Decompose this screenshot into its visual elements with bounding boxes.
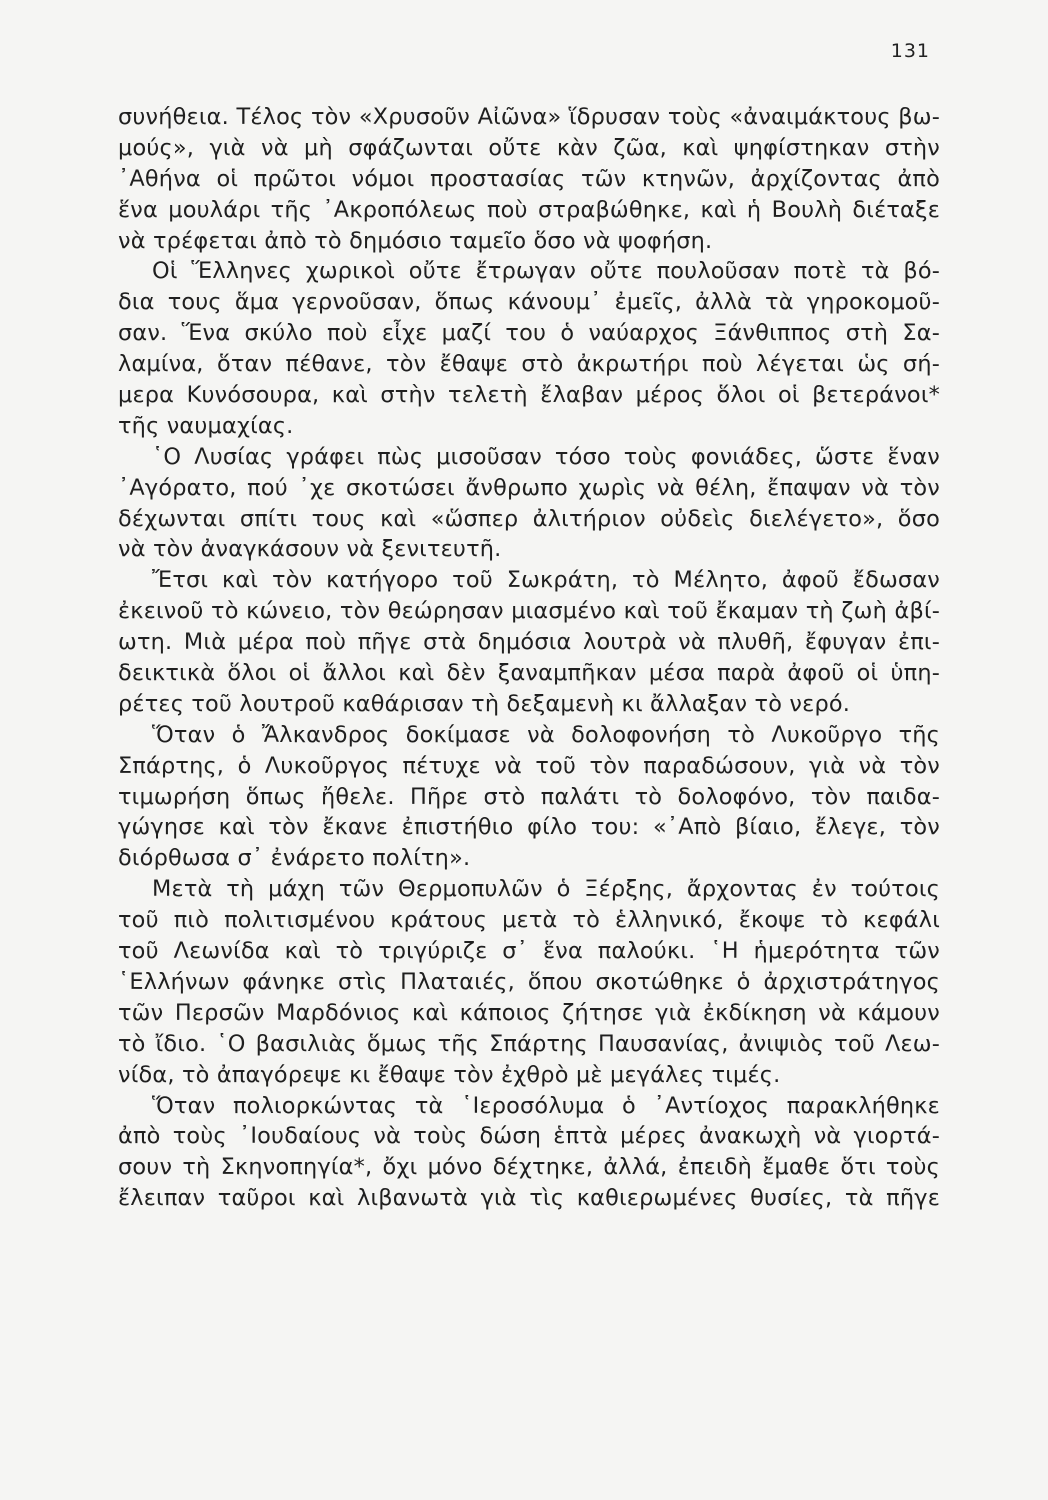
text-line: μερα Κυνόσουρα, καὶ στὴν τελετὴ ἔλαβαν μέρος ὅλοι οἱ βετεράνοι* [118, 382, 940, 409]
page-number: 131 [890, 40, 930, 62]
paragraph [118, 874, 940, 1090]
text-line: τῶν Περσῶν Μαρδόνιος καὶ κάποιος ζήτησε γιὰ ἐκδίκηση νὰ κάμουν [118, 999, 940, 1026]
text-line: νὰ τὸν ἀναγκάσουν νὰ ξενιτευτῆ. [118, 536, 502, 563]
text-line: συνήθεια. Τέλος τὸν «Χρυσοῦν Αἰῶνα» ἵδρυσαν τοὺς «ἀναιμάκτους βω- [118, 104, 940, 130]
text-line: Ἔτσι καὶ τὸν κατήγορο τοῦ Σωκράτη, τὸ Μέλητο, ἀφοῦ ἔδωσαν [152, 567, 940, 594]
text-line: τοῦ Λεωνίδα καὶ τὸ τριγύριζε σ᾿ ἕνα παλούκι. ῾Η ἡμερότητα τῶν [118, 938, 940, 965]
text-line: ἕνα μουλάρι τῆς ᾿Ακροπόλεως ποὺ στραβώθηκε, καὶ ἡ Βουλὴ διέταξε [118, 196, 940, 223]
text-line: ἀπὸ τοὺς ᾿Ιουδαίους νὰ τοὺς δώση ἑπτὰ μέρες ἀνακωχὴ νὰ γιορτά- [118, 1123, 940, 1150]
paragraph [118, 720, 940, 874]
text-line: δια τους ἅμα γερνοῦσαν, ὅπως κάνουμ᾿ ἐμεῖς, ἀλλὰ τὰ γηροκομοῦ- [118, 289, 940, 316]
text-line: διόρθωσα σ᾿ ἐνάρετο πολίτη». [118, 845, 471, 872]
text-line: ἐκεινοῦ τὸ κώνειο, τὸν θεώρησαν μιασμένο καὶ τοῦ ἔκαμαν τὴ ζωὴ ἀβί- [118, 598, 940, 625]
text-line: ῾Ο Λυσίας γράφει πὼς μισοῦσαν τόσο τοὺς φονιάδες, ὥστε ἕναν [152, 443, 940, 470]
text-line: Μετὰ τὴ μάχη τῶν Θερμοπυλῶν ὁ Ξέρξης, ἄρχοντας ἐν τούτοις [152, 876, 940, 903]
text-line: μούς», γιὰ νὰ μὴ σφάζωνται οὔτε κὰν ζῶα, καὶ ψηφίστηκαν στὴν [118, 134, 940, 161]
text-line: ῾Ελλήνων φάνηκε στὶς Πλαταιές, ὅπου σκοτώθηκε ὁ ἀρχιστράτηγος [118, 968, 940, 995]
text-line: Ὅταν ὁ Ἄλκανδρος δοκίμασε νὰ δολοφονήση τὸ Λυκοῦργο τῆς [152, 721, 940, 748]
text-line: δεικτικὰ ὅλοι οἱ ἄλλοι καὶ δὲν ξαναμπῆκαν μέσα παρὰ ἀφοῦ οἱ ὑπη- [118, 660, 940, 687]
text-line: Οἱ Ἕλληνες χωρικοὶ οὔτε ἔτρωγαν οὔτε πουλοῦσαν ποτὲ τὰ βό- [152, 258, 940, 285]
body-text [118, 102, 940, 1214]
text-line: νίδα, τὸ ἀπαγόρεψε κι ἔθαψε τὸν ἐχθρὸ μὲ μεγάλες τιμές. [118, 1061, 781, 1088]
text-line: Ὅταν πολιορκώντας τὰ ῾Ιεροσόλυμα ὁ ᾿Αντίοχος παρακλήθηκε [152, 1092, 940, 1119]
text-line: δέχωνται σπίτι τους καὶ «ὥσπερ ἀλιτήριον οὐδεὶς διελέγετο», ὅσο [118, 505, 940, 532]
text-line: σουν τὴ Σκηνοπηγία*, ὄχι μόνο δέχτηκε, ἀλλά, ἐπειδὴ ἔμαθε ὅτι τοὺς [118, 1154, 940, 1181]
text-line: τιμωρήση ὅπως ἤθελε. Πῆρε στὸ παλάτι τὸ δολοφόνο, τὸν παιδα- [118, 783, 940, 810]
text-line: ᾿Αγόρατο, πού ᾿χε σκοτώσει ἄνθρωπο χωρὶς νὰ θέλη, ἔπαψαν νὰ τὸν [118, 474, 940, 501]
text-line: Σπάρτης, ὁ Λυκοῦργος πέτυχε νὰ τοῦ τὸν παραδώσουν, γιὰ νὰ τὸν [118, 752, 940, 779]
text-line: τὸ ἴδιο. ῾Ο βασιλιὰς ὅμως τῆς Σπάρτης Παυσανίας, ἀνιψιὸς τοῦ Λεω- [118, 1030, 940, 1057]
text-line: γώγησε καὶ τὸν ἔκανε ἐπιστήθιο φίλο του: «᾿Απὸ βίαιο, ἔλεγε, τὸν [118, 814, 940, 841]
paragraph [118, 1091, 940, 1215]
text-line: τῆς ναυμαχίας. [118, 412, 294, 439]
text-line: ἔλειπαν ταῦροι καὶ λιβανωτὰ γιὰ τὶς καθιερωμένες θυσίες, τὰ πῆγε [118, 1185, 940, 1212]
paragraph [118, 565, 940, 719]
text-line: σαν. Ἕνα σκύλο ποὺ εἶχε μαζί του ὁ ναύαρχος Ξάνθιππος στὴ Σα- [118, 320, 940, 347]
text-line: νὰ τρέφεται ἀπὸ τὸ δημόσιο ταμεῖο ὅσο νὰ ψοφήση. [118, 227, 713, 254]
text-line: ᾿Αθήνα οἱ πρῶτοι νόμοι προστασίας τῶν κτηνῶν, ἀρχίζοντας ἀπὸ [118, 165, 940, 192]
paragraph [118, 102, 940, 256]
text-line: τοῦ πιὸ πολιτισμένου κράτους μετὰ τὸ ἑλληνικό, ἔκοψε τὸ κεφάλι [118, 907, 940, 934]
paragraph [118, 442, 940, 566]
text-line: ωτη. Μιὰ μέρα ποὺ πῆγε στὰ δημόσια λουτρὰ νὰ πλυθῆ, ἔφυγαν ἐπι- [118, 629, 940, 656]
text-line: ρέτες τοῦ λουτροῦ καθάρισαν τὴ δεξαμενὴ κι ἄλλαξαν τὸ νερό. [118, 690, 851, 717]
text-line: λαμίνα, ὅταν πέθανε, τὸν ἔθαψε στὸ ἀκρωτήρι ποὺ λέγεται ὡς σή- [118, 351, 940, 378]
paragraph [118, 256, 940, 441]
